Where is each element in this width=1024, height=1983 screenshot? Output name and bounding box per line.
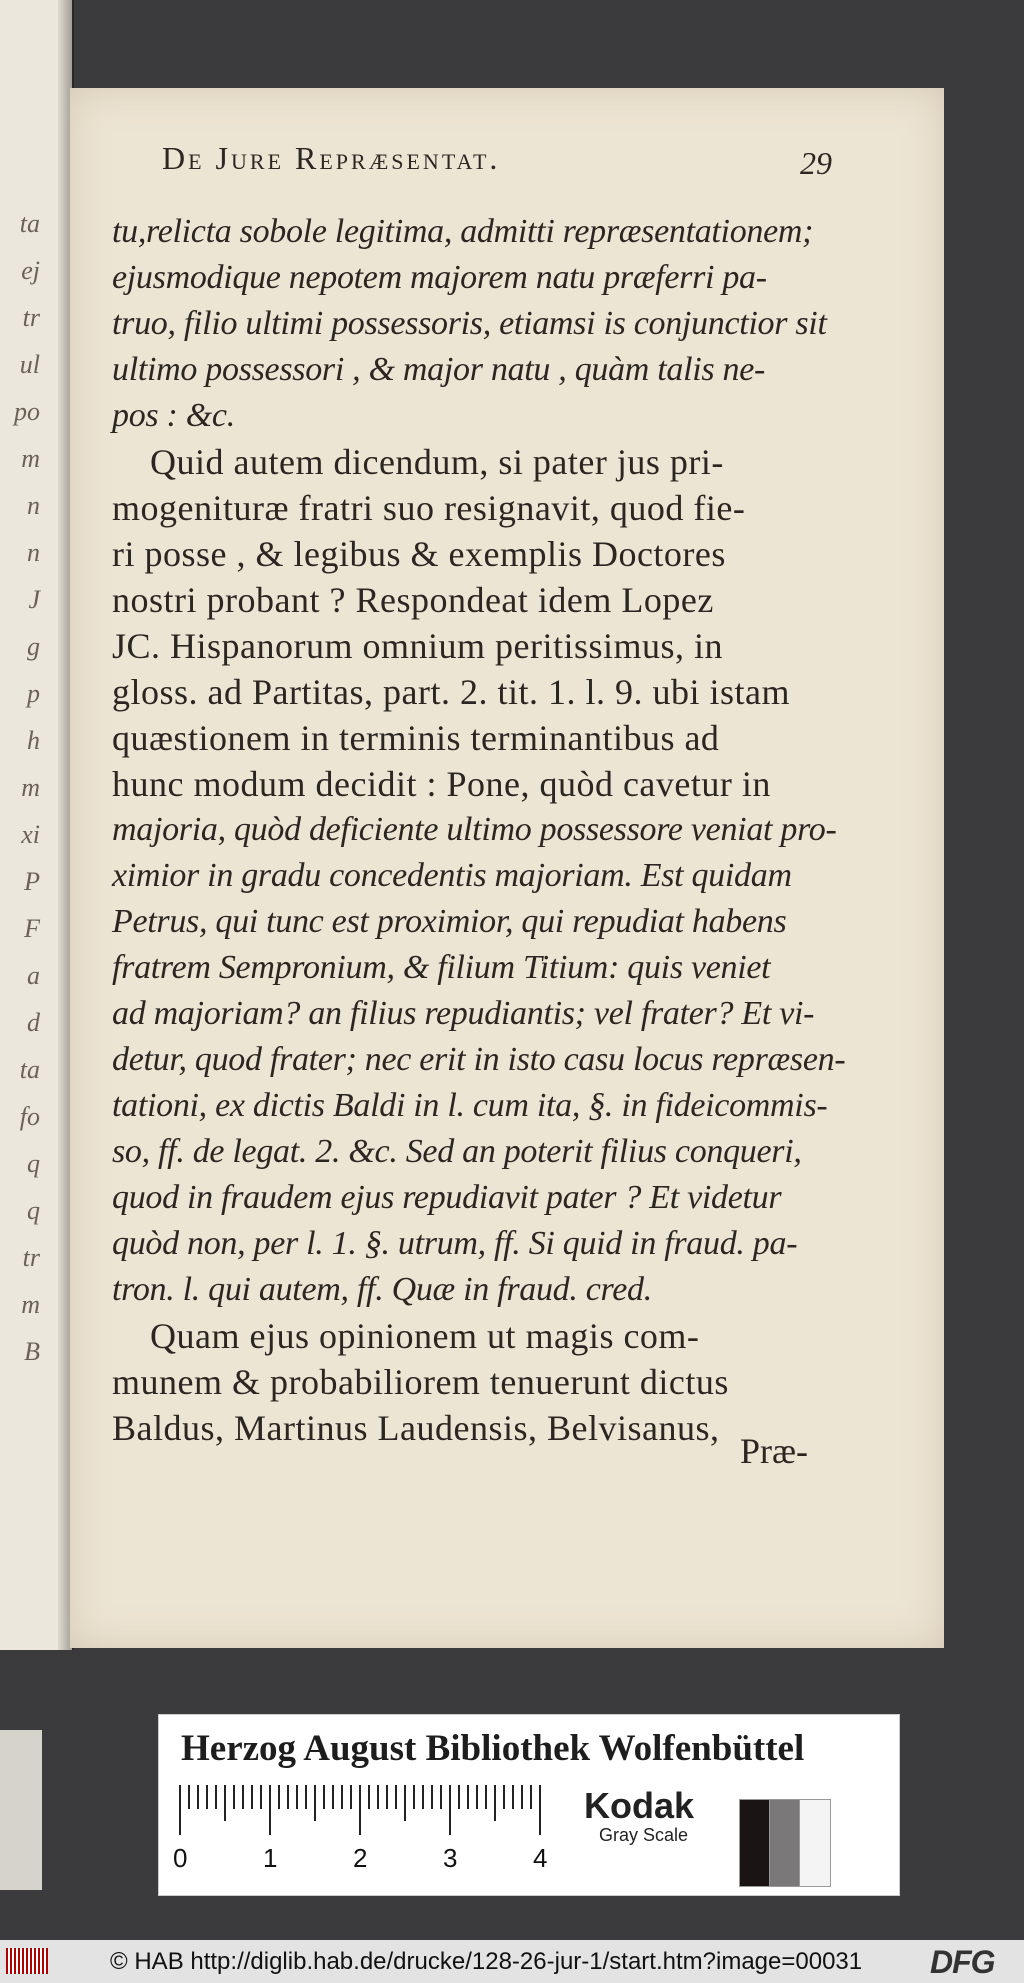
text-line: Quid autem dicendum, si pater jus pri- <box>112 442 724 482</box>
text-line: munem & probabiliorem tenuerunt dictus <box>112 1362 729 1402</box>
left-page-fragment: n <box>27 491 40 520</box>
color-target-card <box>158 1714 900 1896</box>
text-line: mogenituræ fratri suo resignavit, quod fie- <box>112 488 746 528</box>
ruler-tick <box>206 1785 208 1809</box>
footer-bar <box>0 1940 1024 1983</box>
catchword: Præ- <box>740 1431 809 1471</box>
text-line: gloss. ad Partitas, part. 2. tit. 1. l. 9. ubi istam <box>112 672 790 712</box>
text-line: so, ff. de legat. 2. &c. Sed an poterit filius conqueri, <box>112 1133 802 1170</box>
ruler-tick <box>368 1785 370 1809</box>
gray-scale-label: Gray Scale <box>599 1825 689 1845</box>
ruler-tick <box>359 1785 361 1835</box>
ruler-tick <box>476 1785 478 1809</box>
ruler-tick <box>323 1785 325 1809</box>
ruler-tick <box>530 1785 532 1809</box>
ruler-tick <box>332 1785 334 1809</box>
ruler <box>179 1785 549 1835</box>
ruler-number: 1 <box>263 1843 278 1873</box>
ruler-tick <box>431 1785 433 1809</box>
text-line: pos : &c. <box>112 397 235 434</box>
ruler-tick <box>440 1785 442 1809</box>
gray-patch <box>799 1799 831 1887</box>
running-title: De Jure Repræsentat. <box>162 140 501 176</box>
ruler-tick <box>395 1785 397 1809</box>
text-line: ximior in gradu concedentis majoriam. Est quidam <box>112 857 792 894</box>
ruler-tick <box>314 1785 316 1821</box>
barcode-icon <box>6 1948 48 1974</box>
ruler-tick <box>242 1785 244 1809</box>
left-page-fragment: h <box>27 726 40 755</box>
ruler-tick <box>539 1785 541 1835</box>
left-page-fragment: q <box>27 1196 40 1225</box>
text-line: majoria, quòd deficiente ultimo possessore veniat pro- <box>112 811 837 848</box>
left-page-fragment: ej <box>21 256 40 285</box>
text-line: truo, filio ultimi possessoris, etiamsi is conjunctior sit <box>112 305 827 342</box>
ruler-tick <box>341 1785 343 1809</box>
left-page-fragment: m <box>21 1290 40 1319</box>
text-line: JC. Hispanorum omnium peritissimus, in <box>112 626 724 666</box>
ruler-tick <box>512 1785 514 1809</box>
text-line: hunc modum decidit : Pone, quòd cavetur in <box>112 764 771 804</box>
left-page-fragment: fo <box>19 1102 40 1131</box>
left-page-fragment: xi <box>21 820 40 849</box>
text-line: quæstionem in terminis terminantibus ad <box>112 718 720 758</box>
ruler-tick <box>413 1785 415 1809</box>
ruler-tick <box>521 1785 523 1809</box>
ruler-tick <box>467 1785 469 1809</box>
ruler-tick <box>422 1785 424 1809</box>
ruler-tick <box>296 1785 298 1809</box>
gray-patch <box>769 1799 801 1887</box>
text-line: quod in fraudem ejus repudiavit pater ? Et videtur <box>112 1179 782 1216</box>
ruler-tick <box>350 1785 352 1809</box>
left-page-fragment: m <box>21 773 40 802</box>
text-line: fratrem Sempronium, & filium Titium: quis veniet <box>112 949 771 986</box>
ruler-tick <box>233 1785 235 1809</box>
ruler-tick <box>449 1785 451 1835</box>
text-line: detur, quod frater; nec erit in isto casu locus repræsen- <box>112 1041 846 1078</box>
left-page-fragment: ta <box>19 209 40 238</box>
ruler-tick <box>179 1785 181 1835</box>
ruler-number: 0 <box>173 1843 188 1873</box>
left-page-fragment: ta <box>19 1055 40 1084</box>
text-line: ad majoriam? an filius repudiantis; vel frater? Et vi- <box>112 995 815 1032</box>
left-page-fragment: tr <box>22 1243 40 1272</box>
ruler-tick <box>386 1785 388 1809</box>
text-line: tationi, ex dictis Baldi in l. cum ita, §. in fideicommis- <box>112 1087 828 1124</box>
ruler-tick <box>494 1785 496 1821</box>
ruler-number: 2 <box>353 1843 368 1873</box>
ruler-tick <box>404 1785 406 1821</box>
ruler-tick <box>503 1785 505 1809</box>
left-page-fragment: B <box>24 1337 40 1366</box>
ruler-tick <box>260 1785 262 1809</box>
text-line: ultimo possessori , & major natu , quàm talis ne- <box>112 351 766 388</box>
ruler-tick <box>377 1785 379 1809</box>
left-page-fragment: g <box>27 632 40 661</box>
left-page-fragment: p <box>27 679 40 708</box>
left-page-fragment: d <box>27 1008 40 1037</box>
left-page-fragment: F <box>24 914 40 943</box>
library-name: Herzog August Bibliothek Wolfenbüttel <box>181 1728 805 1769</box>
text-line: ejusmodique nepotem majorem natu præferri pa- <box>112 259 767 296</box>
ruler-tick <box>287 1785 289 1809</box>
text-line: ri posse , & legibus & exemplis Doctores <box>112 534 726 574</box>
footer-url[interactable]: © HAB http://diglib.hab.de/drucke/128-26-jur-1/start.htm?image=00031 <box>110 1948 863 1975</box>
ruler-number: 3 <box>443 1843 458 1873</box>
text-line: Baldus, Martinus Laudensis, Belvisanus, <box>112 1408 720 1448</box>
text-line: tron. l. qui autem, ff. Quæ in fraud. cred. <box>112 1271 652 1308</box>
left-page-fragment: J <box>28 585 40 614</box>
ruler-tick <box>251 1785 253 1809</box>
left-page-fragment: n <box>27 538 40 567</box>
kodak-logo: Kodak <box>584 1785 695 1826</box>
left-page-fragment: ul <box>19 350 40 379</box>
ruler-tick <box>485 1785 487 1809</box>
ruler-tick <box>305 1785 307 1809</box>
ruler-tick <box>278 1785 280 1809</box>
left-page-fragment: po <box>14 397 40 426</box>
ruler-tick <box>188 1785 190 1809</box>
dfg-logo: DFG <box>930 1944 995 1980</box>
ruler-tick <box>224 1785 226 1821</box>
ruler-tick <box>458 1785 460 1809</box>
left-page-fragment: tr <box>22 303 40 332</box>
edge-strip <box>0 1730 42 1890</box>
left-page-fragments <box>0 200 46 1375</box>
left-page-fragment: P <box>24 867 40 896</box>
text-line: Petrus, qui tunc est proximior, qui repudiat habens <box>112 903 787 940</box>
text-line: quòd non, per l. 1. §. utrum, ff. Si quid in fraud. pa- <box>112 1225 798 1262</box>
ruler-tick <box>269 1785 271 1835</box>
text-line: tu,relicta sobole legitima, admitti repræsentationem; <box>112 213 814 250</box>
ruler-tick <box>215 1785 217 1809</box>
left-page-fragment: a <box>27 961 40 990</box>
page-number: 29 <box>800 145 832 181</box>
gray-patch <box>739 1799 771 1887</box>
text-line: Quam ejus opinionem ut magis com- <box>112 1316 700 1356</box>
ruler-tick <box>197 1785 199 1809</box>
left-page-fragment: m <box>21 444 40 473</box>
ruler-number: 4 <box>533 1843 548 1873</box>
text-line: nostri probant ? Respondeat idem Lopez <box>112 580 714 620</box>
left-page-fragment: q <box>27 1149 40 1178</box>
